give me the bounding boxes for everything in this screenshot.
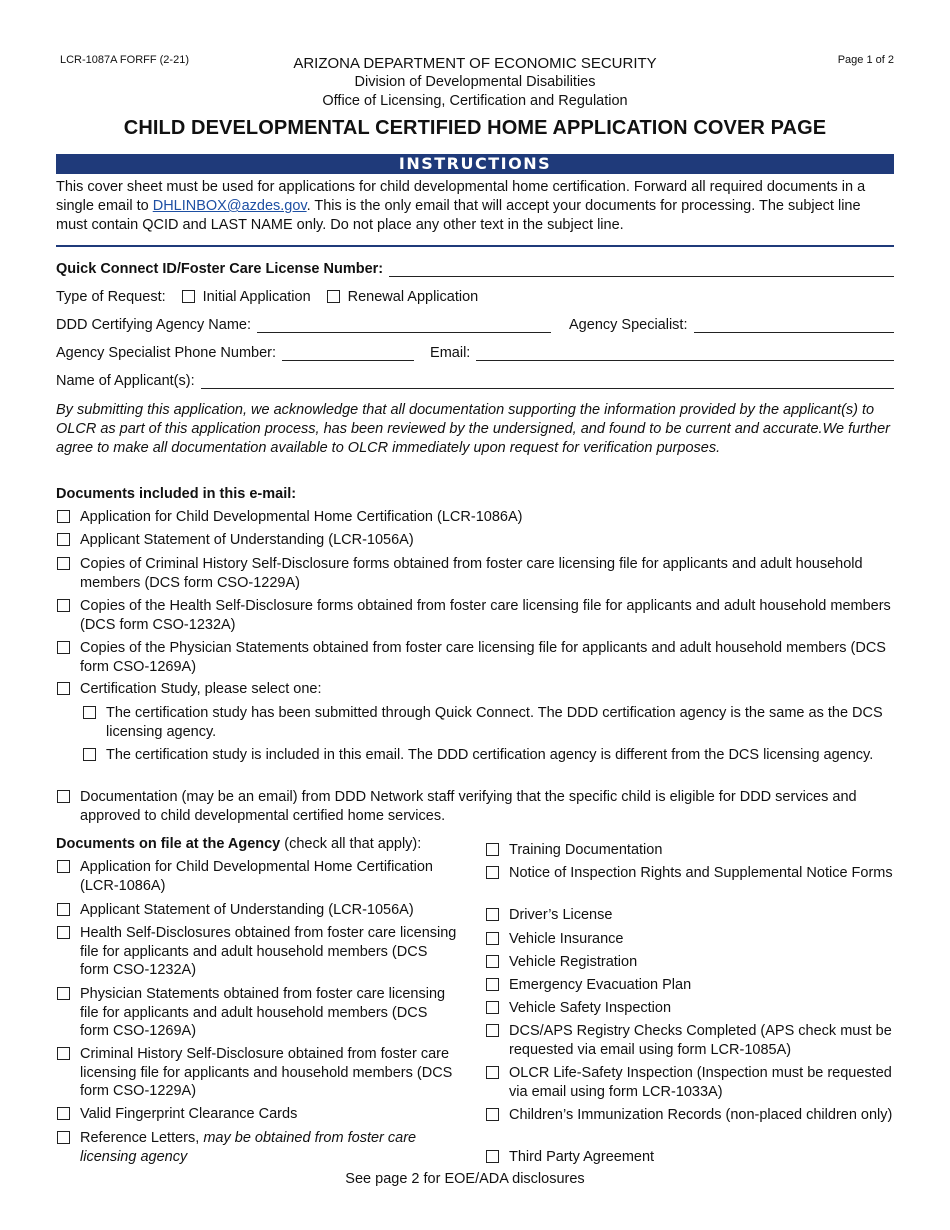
email-doc-item: Applicant Statement of Understanding (LCR-1056A) [57,531,894,550]
email-doc-checkbox[interactable] [57,790,70,803]
agency-doc-checkbox[interactable] [486,1150,499,1163]
agency-name: ARIZONA DEPARTMENT OF ECONOMIC SECURITY [293,55,657,72]
agency-doc-checkbox[interactable] [486,843,499,856]
agency-doc-checkbox[interactable] [486,932,499,945]
agency-doc-checkbox[interactable] [57,987,70,1000]
agency-doc-item: DCS/APS Registry Checks Completed (APS check must be requested via email using form LCR-1085A) [486,1022,894,1059]
certification-option-checkbox[interactable] [83,748,96,761]
initial-application-checkbox[interactable] [182,290,195,303]
initial-application-label: Initial Application [202,289,311,305]
agency-doc-item: Emergency Evacuation Plan [486,976,894,995]
page-title: CHILD DEVELOPMENTAL CERTIFIED HOME APPLICATION COVER PAGE [123,117,827,139]
agency-doc-checkbox[interactable] [57,1107,70,1120]
agency-doc-item: Children’s Immunization Records (non-placed children only) [486,1106,894,1125]
agency-doc-item: OLCR Life-Safety Inspection (Inspection must be requested via email using form LCR-1033A) [486,1064,894,1101]
applicant-label: Name of Applicant(s): [56,373,195,389]
phone-input[interactable] [282,346,414,361]
agency-doc-item: Applicant Statement of Understanding (LCR-1056A) [57,901,467,920]
agency-doc-checkbox[interactable] [57,1131,70,1144]
agency-row [56,317,894,333]
agency-doc-checkbox[interactable] [486,908,499,921]
certification-option-checkbox[interactable] [83,706,96,719]
request-type-label: Type of Request: [56,289,166,305]
agency-name-input[interactable] [257,318,551,333]
email-doc-checkbox[interactable] [57,641,70,654]
form-code: LCR-1087A FORFF (2-21) [60,54,189,66]
agency-doc-checkbox[interactable] [486,1066,499,1079]
inbox-email-link[interactable]: DHLINBOX@azdes.gov [152,198,307,214]
agency-doc-item: Criminal History Self-Disclosure obtained from foster care licensing file for applicants and household members (DCS form CSO-1229A) [57,1045,457,1101]
agency-doc-item: Driver’s License [486,906,894,925]
agency-specialist-label: Agency Specialist: [569,317,688,333]
phone-label: Agency Specialist Phone Number: [56,345,277,361]
division-name: Division of Developmental Disabilities [354,74,596,90]
email-doc-checkbox[interactable] [57,557,70,570]
agency-doc-item: Training Documentation [486,841,894,860]
email-doc-item: Copies of Criminal History Self-Disclosure forms obtained from foster care licensing file for applicants and adult household members (DCS form CSO-1229A) [57,555,894,592]
agency-doc-checkbox[interactable] [486,866,499,879]
agency-doc-checkbox[interactable] [57,1047,70,1060]
email-doc-checkbox[interactable] [57,533,70,546]
request-type-row [56,289,478,305]
agency-doc-item: Notice of Inspection Rights and Supplemental Notice Forms [486,864,894,883]
email-doc-item: Documentation (may be an email) from DDD Network staff verifying that the specific child is eligible for DDD services and approved to child developmental certified home services. [57,788,894,825]
email-field[interactable] [476,346,894,361]
qcid-label: Quick Connect ID/Foster Care License Number: [56,261,384,277]
agency-doc-checkbox[interactable] [57,860,70,873]
email-doc-checkbox[interactable] [57,599,70,612]
phone-row [56,345,894,361]
renewal-application-label: Renewal Application [347,289,479,305]
email-doc-item: Certification Study, please select one: [57,680,894,699]
certification-option: The certification study has been submitted through Quick Connect. The DDD certification agency is the same as the DCS licensing agency. [83,704,894,741]
agency-doc-checkbox[interactable] [486,955,499,968]
agency-doc-checkbox[interactable] [486,1001,499,1014]
instructions-text: This cover sheet must be used for applications for child developmental home certification. Forward all required documents in a single email to DHLINBOX@azdes.gov. This is the only email that will accept your documents for processing. The subject line must contain QCID and LAST NAME only. Do not place any other text in the subject line. [56,179,866,233]
agency-doc-item: Vehicle Insurance [486,930,894,949]
email-doc-item: Copies of the Health Self-Disclosure forms obtained from foster care licensing file for applicants and adult household members (DCS form CSO-1232A) [57,597,894,634]
certification-option: The certification study is included in this email. The DDD certification agency is different from the DCS licensing agency. [83,746,894,765]
instructions-heading: INSTRUCTIONS [56,154,894,174]
acknowledgement-text: By submitting this application, we acknowledge that all documentation supporting the information provided by the applicant(s) to OLCR as part of this application process, has been reviewed by the undersigned, and found to be current and accurate.We further agree to make all documentation available to OLCR immediately upon request for verification purposes. [56,402,890,456]
agency-doc-checkbox[interactable] [486,1108,499,1121]
agency-doc-item: Physician Statements obtained from foster care licensing file for applicants and adult household members (DCS form CSO-1269A) [57,985,457,1041]
applicant-input[interactable] [201,374,894,389]
agency-doc-item: Valid Fingerprint Clearance Cards [57,1105,467,1124]
footer-note: See page 2 for EOE/ADA disclosures [345,1171,585,1187]
agency-doc-item: Reference Letters, may be obtained from foster care licensing agency [57,1129,457,1166]
qcid-row [56,261,894,277]
agency-doc-item: Vehicle Safety Inspection [486,999,894,1018]
email-doc-checkbox[interactable] [57,682,70,695]
agency-doc-checkbox[interactable] [57,903,70,916]
email-label: Email: [430,345,471,361]
agency-specialist-input[interactable] [694,318,895,333]
office-name: Office of Licensing, Certification and Regulation [322,93,628,109]
agency-docs-heading: Documents on file at the Agency (check all that apply): [56,836,422,852]
agency-doc-item: Health Self-Disclosures obtained from foster care licensing file for applicants and adult household members (DCS form CSO-1232A) [57,924,457,980]
section-divider [56,245,894,247]
renewal-application-checkbox[interactable] [327,290,340,303]
agency-doc-checkbox[interactable] [57,926,70,939]
agency-name-label: DDD Certifying Agency Name: [56,317,252,333]
applicant-row [56,373,894,389]
email-doc-checkbox[interactable] [57,510,70,523]
email-doc-item: Application for Child Developmental Home Certification (LCR-1086A) [57,508,894,527]
email-doc-item: Copies of the Physician Statements obtained from foster care licensing file for applicants and adult household members (DCS form CSO-1269A) [57,639,894,676]
agency-doc-checkbox[interactable] [486,978,499,991]
qcid-input[interactable] [389,262,894,277]
agency-doc-item: Application for Child Developmental Home Certification (LCR-1086A) [57,858,467,895]
page-number: Page 1 of 2 [837,54,894,66]
agency-doc-checkbox[interactable] [486,1024,499,1037]
agency-doc-item: Vehicle Registration [486,953,894,972]
agency-doc-item: Third Party Agreement [486,1148,894,1167]
email-docs-heading: Documents included in this e-mail: [56,486,297,502]
